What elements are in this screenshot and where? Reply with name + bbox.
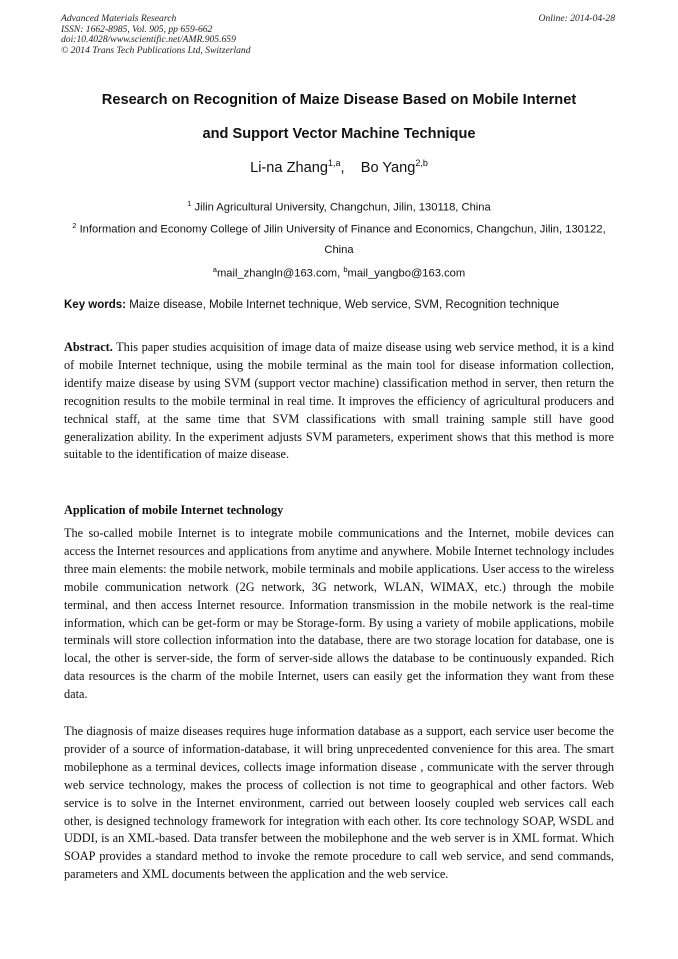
affiliation-1 xyxy=(64,194,614,218)
keywords xyxy=(64,299,614,311)
affiliation-mark: 1 xyxy=(187,199,192,208)
affiliation-text: Information and Economy College of Jilin University of Finance and Economics, Changchun, Jilin, 130122, China xyxy=(79,223,606,256)
affiliation-text: Jilin Agricultural University, Changchun, Jilin, 130118, China xyxy=(194,201,491,214)
body-paragraph-1: The so-called mobile Internet is to integrate mobile communications and the Internet, mobile devices can access the Internet resources and applications from anytime and anywhere. Mobile Internet technology includes three main elements: the mobile network, mobile terminals and mobile applications. User access to the wireless mobile communication network (2G network, 3G network, WLAN, WIMAX, etc.) through the mobile terminal, and then access Internet resource. Information transmission in the mobile network is the real-time information, which can be get-form or may be Storage-form. By using a variety of mobile applications, mobile terminals will store collection information into the database, there are two storage location for database, one is local, the other is server-side, the form of server-side allows the database to be continuously expanded. Rich data resources is the charm of the mobile Internet, users can easily get the information they want from these data. xyxy=(64,526,614,702)
author-list xyxy=(0,158,678,176)
affiliation-2 xyxy=(64,216,614,260)
author-separator: , xyxy=(340,159,361,176)
section-heading: Application of mobile Internet technology xyxy=(64,503,284,517)
email-mark: b xyxy=(343,265,348,274)
online-date: Online: 2014-04-28 xyxy=(538,13,615,24)
author-superscript: 1,a xyxy=(327,158,341,168)
keywords-label: Key words: xyxy=(64,299,126,311)
issn-line: ISSN: 1662-8985, Vol. 905, pp 659-662 xyxy=(61,23,213,35)
keywords-text: Maize disease, Mobile Internet technique, Web service, SVM, Recognition technique xyxy=(126,299,560,311)
copyright-line: © 2014 Trans Tech Publications Ltd, Switzerland xyxy=(61,44,251,56)
paper-title-line-2: and Support Vector Machine Technique xyxy=(202,126,476,142)
abstract-label: Abstract. xyxy=(64,340,113,354)
journal-header xyxy=(61,14,251,56)
body-paragraph-2: The diagnosis of maize diseases requires huge information database as a support, each service user become the provider of a source of information-database, it will bring unprecedented convenience for this area. The smart mobilephone as a terminal devices, collects image information disease , communicate with the server through web service technology, makes the process of collection is not time to geographical and other factors. Web service is to solve in the Internet environment, carried out between loosely coupled web services call each other, is designed technology framework for integration with each other. Its core technology SOAP, WSDL and UDDI, is an XML-based. Data transfer between the mobilephone and the web server is in XML format. Which SOAP provides a standard method to invoke the remote procedure to call web service, and send commands, parameters and XML documents between the application and the web service. xyxy=(64,724,614,882)
author-name: Bo Yang xyxy=(360,159,416,176)
email-line xyxy=(64,260,614,284)
doi-line: doi:10.4028/www.scientific.net/AMR.905.659 xyxy=(61,34,236,46)
journal-name: Advanced Materials Research xyxy=(61,13,177,24)
email-mark: a xyxy=(212,265,217,274)
affiliation-mark: 2 xyxy=(72,221,77,230)
email-a: mail_zhangln@163.com, xyxy=(216,267,344,280)
author-name: Li-na Zhang xyxy=(250,159,328,176)
author-superscript: 2,b xyxy=(415,158,428,168)
paper-title-line-1: Research on Recognition of Maize Disease Based on Mobile Internet xyxy=(101,92,577,108)
abstract-text: This paper studies acquisition of image data of maize disease using web service method, it is a kind of mobile Internet technique, using the mobile terminal as the main tool for disease information collection, identify maize disease by using SVM (support vector machine) classification method in server, then return the recognition results to the mobile terminal in real time. It improves the efficiency of agricultural producers and technical staff, at the same time that SVM classifications with small training sample still have good generalization ability. In the experiment adjusts SVM parameters, experiment shows that this method is more suitable to the identification of maize disease. xyxy=(64,340,614,462)
email-b: mail_yangbo@163.com xyxy=(347,267,466,280)
abstract xyxy=(64,339,614,464)
